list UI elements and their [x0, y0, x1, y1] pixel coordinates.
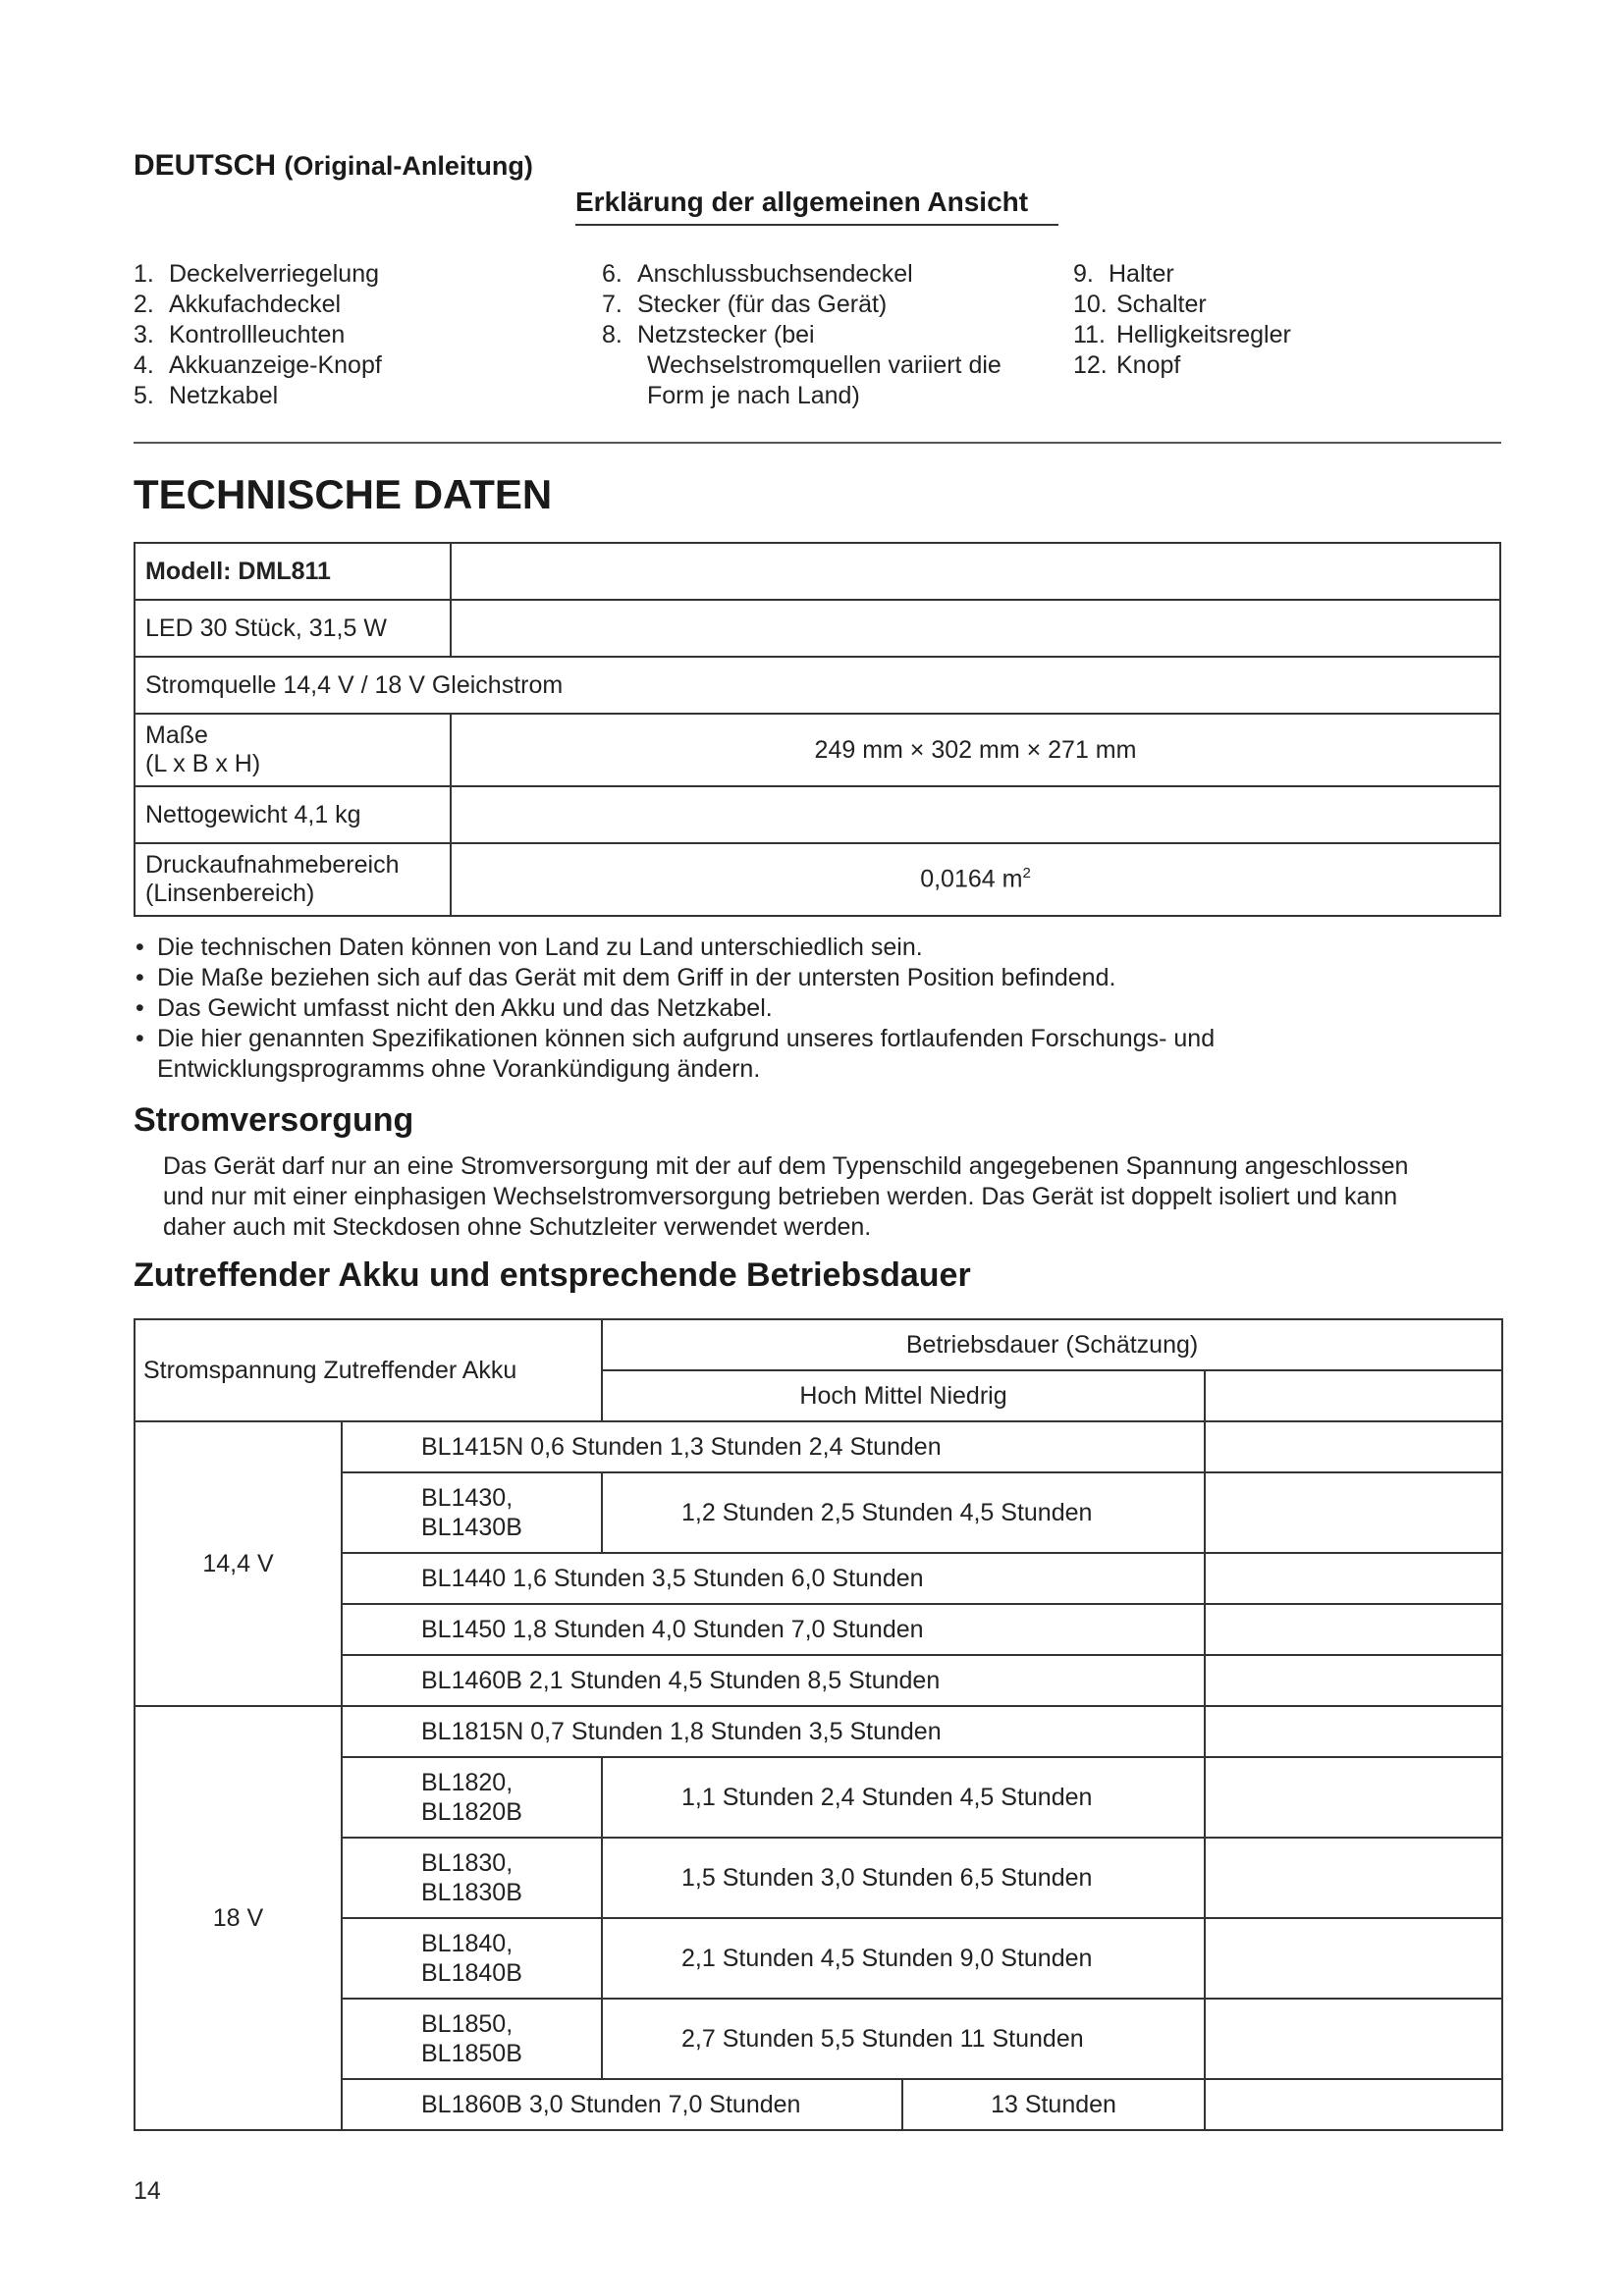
battery-time-cell: 1,1 Stunden 2,4 Stunden 4,5 Stunden	[602, 1757, 1205, 1838]
battery-time-cell: 1,2 Stunden 2,5 Stunden 4,5 Stunden	[602, 1472, 1205, 1553]
spec-label: Druckaufnahmebereich (Linsenbereich)	[135, 843, 451, 916]
spec-value	[451, 786, 1500, 843]
language-sub: (Original-Anleitung)	[284, 151, 533, 181]
list-item: Form je nach Land)	[647, 382, 860, 409]
battery-time-cell: 2,7 Stunden 5,5 Stunden 11 Stunden	[602, 1999, 1205, 2079]
table-row	[135, 714, 1500, 786]
parts-column-1	[134, 259, 382, 411]
header-cell: Betriebsdauer (Schätzung)	[602, 1319, 1502, 1370]
battery-model-cell: BL1840, BL1840B	[342, 1918, 602, 1999]
battery-model-cell: BL1850, BL1850B	[342, 1999, 602, 2079]
list-item: • Die hier genannten Spezifikationen können sich aufgrund unseres fortlaufenden Forschungs- und	[134, 1024, 1215, 1054]
table-row	[135, 1421, 1502, 1472]
table-row	[135, 657, 1500, 714]
parts-column-2	[602, 259, 1001, 411]
battery-time-cell: 1,5 Stunden 3,0 Stunden 6,5 Stunden	[602, 1838, 1205, 1918]
voltage-cell: 18 V	[135, 1706, 342, 2130]
spec-label: Nettogewicht 4,1 kg	[135, 786, 451, 843]
language-label: DEUTSCH	[134, 149, 277, 182]
spec-label: Modell: DML811	[135, 543, 451, 600]
spec-label: Maße (L x B x H)	[135, 714, 451, 786]
list-item: • Die Maße beziehen sich auf das Gerät mit dem Griff in der untersten Position befindend.	[134, 963, 1215, 993]
table-row	[135, 1319, 1502, 1370]
list-item: 1. Deckelverriegelung	[134, 260, 380, 288]
battery-row-cell: BL1415N 0,6 Stunden 1,3 Stunden 2,4 Stunden	[342, 1421, 1205, 1472]
spec-label: Stromquelle 14,4 V / 18 V Gleichstrom	[135, 657, 1500, 714]
battery-model-cell: BL1430, BL1430B	[342, 1472, 602, 1553]
battery-heading: Zutreffender Akku und entsprechende Betriebsdauer	[134, 1256, 971, 1294]
table-row	[135, 786, 1500, 843]
list-item: 8. Netzstecker (bei	[602, 321, 815, 348]
table-row	[135, 543, 1500, 600]
battery-row-cell: BL1815N 0,7 Stunden 1,8 Stunden 3,5 Stunden	[342, 1706, 1205, 1757]
spec-label: LED 30 Stück, 31,5 W	[135, 600, 451, 657]
list-item: • Das Gewicht umfasst nicht den Akku und das Netzkabel.	[134, 993, 1215, 1024]
battery-row-cell: BL1860B 3,0 Stunden 7,0 Stunden	[342, 2079, 902, 2130]
language-heading	[134, 149, 533, 183]
table-row	[135, 600, 1500, 657]
parts-column-3	[1073, 259, 1291, 381]
spec-value: 249 mm × 302 mm × 271 mm	[451, 714, 1500, 786]
list-item: 12. Knopf	[1073, 351, 1181, 379]
list-item-continuation: Entwicklungsprogramms ohne Vorankündigung ändern.	[157, 1055, 761, 1083]
section-divider	[134, 442, 1501, 444]
battery-time-cell: 13 Stunden	[902, 2079, 1205, 2130]
header-cell	[1205, 1370, 1502, 1421]
power-text: Das Gerät darf nur an eine Stromversorgung mit der auf dem Typenschild angegebenen Spannung angeschlossen und nur mit einer einphasigen Wechselstromversorgung betrieben werden. Das Gerät ist doppelt isoliert und kann daher auch mit Steckdosen ohne Schutzleiter verwendet werden.	[163, 1152, 1409, 1241]
page-number: 14	[134, 2177, 161, 2205]
header-cell: Stromspannung Zutreffender Akku	[135, 1319, 602, 1421]
spec-value: 0,0164 $m^2$	[451, 843, 1500, 916]
list-item: 6. Anschlussbuchsendeckel	[602, 260, 913, 288]
list-item: 5. Netzkabel	[134, 382, 279, 409]
list-item: 2. Akkufachdeckel	[134, 291, 342, 318]
overview-title: Erklärung der allgemeinen Ansicht	[575, 187, 1058, 226]
battery-table	[134, 1318, 1503, 2131]
spec-value	[451, 543, 1500, 600]
list-item: 11. Helligkeitsregler	[1073, 321, 1291, 348]
battery-time-cell: 2,1 Stunden 4,5 Stunden 9,0 Stunden	[602, 1918, 1205, 1999]
list-item: 10. Schalter	[1073, 291, 1207, 318]
battery-model-cell: BL1820, BL1820B	[342, 1757, 602, 1838]
power-heading: Stromversorgung	[134, 1101, 414, 1139]
battery-model-cell: BL1830, BL1830B	[342, 1838, 602, 1918]
header-cell: Hoch Mittel Niedrig	[602, 1370, 1205, 1421]
spec-value	[451, 600, 1500, 657]
specs-table	[134, 542, 1501, 917]
table-row	[135, 843, 1500, 916]
battery-row-cell: BL1460B 2,1 Stunden 4,5 Stunden 8,5 Stunden	[342, 1655, 1205, 1706]
voltage-cell: 14,4 V	[135, 1421, 342, 1706]
list-item: • Die technischen Daten können von Land zu Land unterschiedlich sein.	[134, 933, 1215, 963]
list-item: 4. Akkuanzeige-Knopf	[134, 351, 382, 379]
list-item: 7. Stecker (für das Gerät)	[602, 291, 888, 318]
list-item: Wechselstromquellen variiert die	[647, 351, 1001, 379]
table-row	[135, 1706, 1502, 1757]
specs-notes	[134, 933, 1215, 1085]
battery-row-cell: BL1440 1,6 Stunden 3,5 Stunden 6,0 Stunden	[342, 1553, 1205, 1604]
list-item: 3. Kontrollleuchten	[134, 321, 346, 348]
battery-row-cell: BL1450 1,8 Stunden 4,0 Stunden 7,0 Stunden	[342, 1604, 1205, 1655]
specs-title: TECHNISCHE DATEN	[134, 471, 553, 517]
list-item: 9. Halter	[1073, 260, 1174, 288]
